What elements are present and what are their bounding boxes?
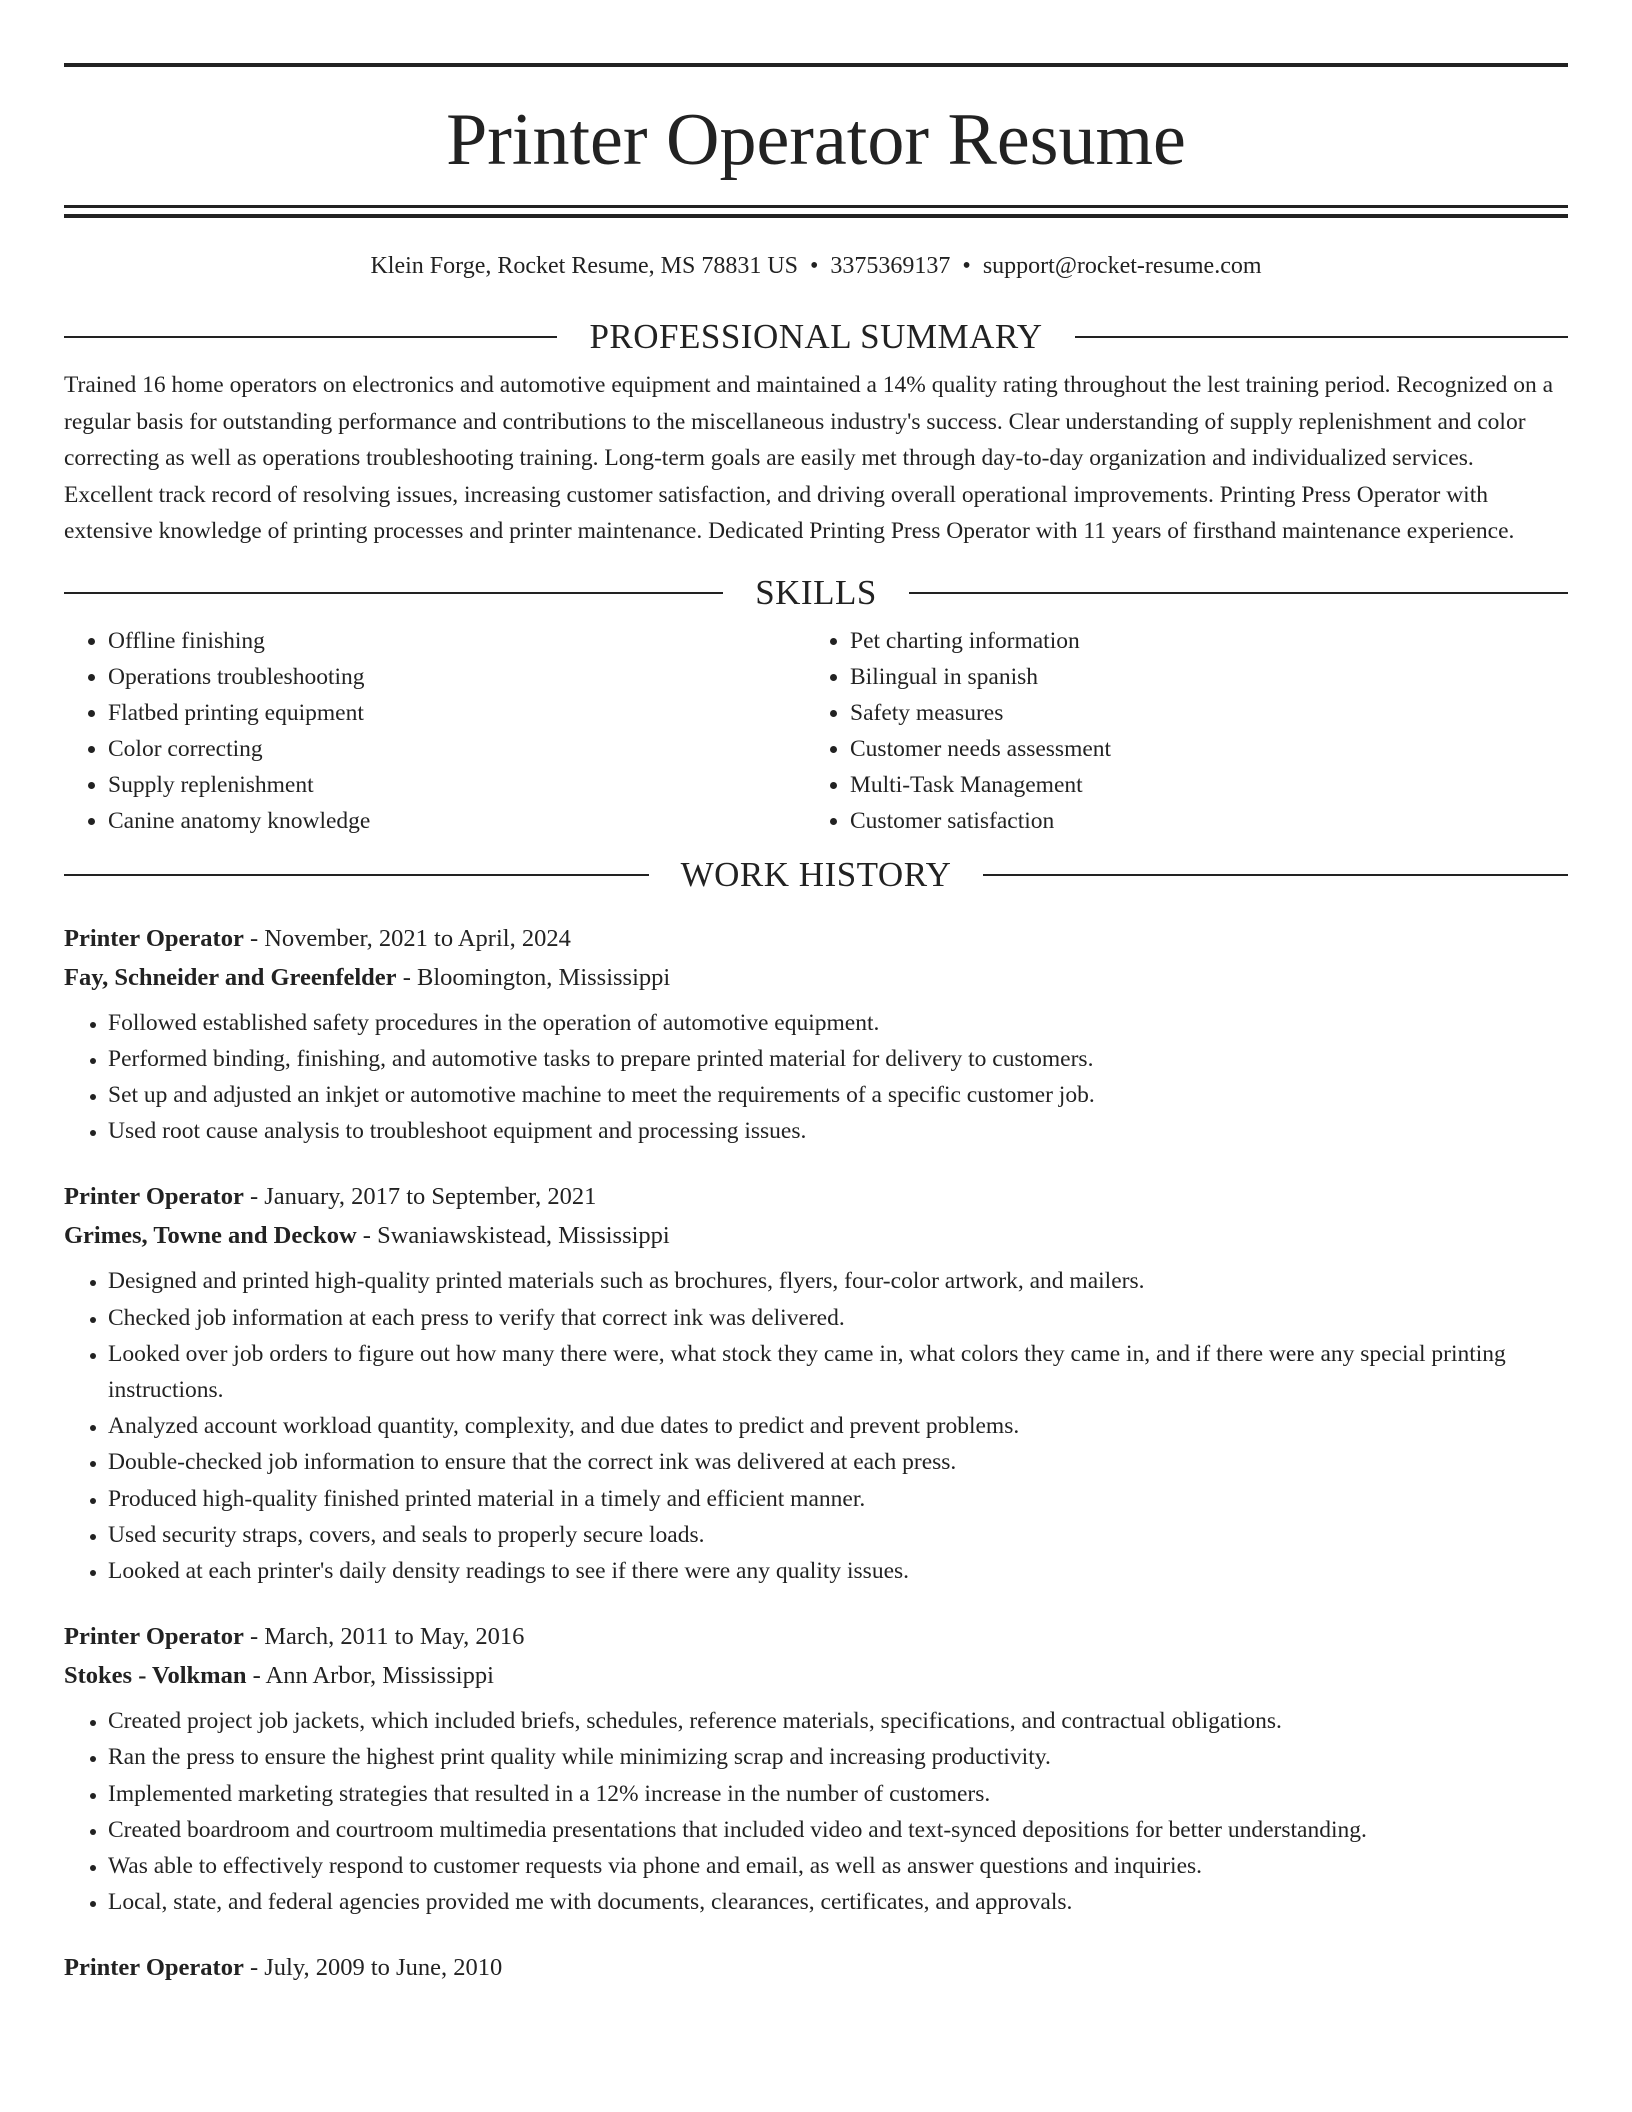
job-bullet: • Designed and printed high-quality printed materials such as brochures, flyers, four-color artwork, and mailers.: [108, 1263, 1568, 1299]
job-title: Printer Operator: [64, 1183, 244, 1211]
job-title-line: [64, 1177, 1568, 1216]
work-history-list: [64, 919, 1568, 1988]
skill-item: • Operations troubleshooting: [108, 659, 806, 695]
job-bullet: • Set up and adjusted an inkjet or automotive machine to meet the requirements of a specific customer job.: [108, 1077, 1568, 1113]
job-title-line: [64, 1948, 1568, 1987]
contact-separator: •: [810, 253, 819, 279]
skill-item: • Offline finishing: [108, 623, 806, 659]
skill-item: • Safety measures: [850, 695, 1550, 731]
skill-item: • Supply replenishment: [108, 767, 806, 803]
job-company: Grimes, Towne and Deckow: [64, 1222, 357, 1250]
job-entry: [64, 1177, 1568, 1589]
job-location: - Ann Arbor, Mississippi: [246, 1662, 494, 1690]
resume-page: [64, 0, 1568, 1987]
job-title-line: [64, 919, 1568, 958]
contact-email: support@rocket-resume.com: [982, 253, 1262, 279]
skill-item: • Bilingual in spanish: [850, 659, 1550, 695]
skills-column-left: [64, 623, 806, 839]
heading-rule: [1075, 336, 1568, 338]
job-bullet: • Performed binding, finishing, and automotive tasks to prepare printed material for delivery to customers.: [108, 1041, 1568, 1077]
work-heading: [64, 855, 1568, 895]
contact-phone: 3375369137: [830, 253, 951, 279]
job-title: Printer Operator: [64, 1623, 244, 1651]
job-company: Fay, Schneider and Greenfelder: [64, 963, 397, 991]
skills-heading-label: SKILLS: [755, 572, 877, 612]
summary-heading-label: PROFESSIONAL SUMMARY: [589, 317, 1043, 356]
skills-list: [64, 623, 1568, 839]
job-location: - Swaniawskistead, Mississippi: [356, 1222, 670, 1250]
skill-item: • Pet charting information: [850, 623, 1550, 659]
heading-rule: [64, 874, 649, 876]
summary-text: Trained 16 home operators on electronics and automotive equipment and maintained a 14% quality rating throughout the lest training period. Recognized on a regular basis for outstanding performance and contributions to the miscellaneous industry's success. Clear understanding of supply replenishment and color correcting as well as operations troubleshooting training. Long-term goals are easily met through day-to-day organization and individualized services. Excellent track record of resolving issues, increasing customer satisfaction, and driving overall operational improvements. Printing Press Operator with extensive knowledge of printing processes and printer maintenance. Dedicated Printing Press Operator with 11 years of firsthand maintenance experience.: [64, 372, 1554, 544]
job-entry: [64, 1948, 1568, 1987]
heading-rule: [909, 592, 1568, 594]
job-company: Stokes - Volkman: [64, 1662, 247, 1690]
skills-heading: [64, 573, 1568, 613]
job-bullet: • Followed established safety procedures in the operation of automotive equipment.: [108, 1005, 1568, 1041]
skill-item: • Canine anatomy knowledge: [108, 803, 806, 839]
heading-rule: [983, 874, 1568, 876]
job-company-line: [64, 1216, 1568, 1255]
job-dates: - January, 2017 to September, 2021: [243, 1183, 597, 1211]
job-bullet: • Produced high-quality finished printed material in a timely and efficient manner.: [108, 1481, 1568, 1517]
job-bullets: [64, 1263, 1568, 1589]
job-bullet: • Created project job jackets, which included briefs, schedules, reference materials, specifications, and contractual obligations.: [108, 1703, 1568, 1739]
job-bullet: • Checked job information at each press to verify that correct ink was delivered.: [108, 1300, 1568, 1336]
job-company-line: [64, 1656, 1568, 1695]
skill-item: • Flatbed printing equipment: [108, 695, 806, 731]
skill-item: • Multi-Task Management: [850, 767, 1550, 803]
job-bullet: • Analyzed account workload quantity, complexity, and due dates to predict and prevent problems.: [108, 1408, 1568, 1444]
contact-address: Klein Forge, Rocket Resume, MS 78831 US: [370, 253, 799, 279]
job-bullets: [64, 1005, 1568, 1150]
job-bullet: • Local, state, and federal agencies provided me with documents, clearances, certificates, and approvals.: [108, 1884, 1568, 1920]
job-title: Printer Operator: [64, 924, 244, 952]
job-dates: - July, 2009 to June, 2010: [243, 1954, 503, 1982]
skill-item: • Customer satisfaction: [850, 803, 1550, 839]
job-bullet: • Implemented marketing strategies that resulted in a 12% increase in the number of customers.: [108, 1776, 1568, 1812]
job-company-line: [64, 958, 1568, 997]
skills-column-right: [806, 623, 1550, 839]
skill-item: • Customer needs assessment: [850, 731, 1550, 767]
work-heading-label: WORK HISTORY: [680, 854, 952, 894]
contact-line: [64, 251, 1568, 281]
skill-item: • Color correcting: [108, 731, 806, 767]
job-title-line: [64, 1617, 1568, 1656]
job-bullet: • Double-checked job information to ensure that the correct ink was delivered at each press.: [108, 1444, 1568, 1480]
heading-rule: [64, 592, 723, 594]
job-entry: [64, 1617, 1568, 1920]
title-double-rule: [64, 205, 1568, 218]
top-rule: [64, 63, 1568, 67]
job-dates: - March, 2011 to May, 2016: [243, 1623, 525, 1651]
job-entry: [64, 919, 1568, 1150]
job-dates: - November, 2021 to April, 2024: [243, 924, 571, 952]
job-bullet: • Ran the press to ensure the highest print quality while minimizing scrap and increasing productivity.: [108, 1739, 1568, 1775]
job-bullets: [64, 1703, 1568, 1920]
contact-separator: •: [962, 253, 971, 279]
job-bullet: • Looked at each printer's daily density readings to see if there were any quality issues.: [108, 1553, 1568, 1589]
job-bullet: • Looked over job orders to figure out how many there were, what stock they came in, what colors they came in, and if there were any special printing instructions.: [108, 1336, 1568, 1408]
job-bullet: • Was able to effectively respond to customer requests via phone and email, as well as answer questions and inquiries.: [108, 1848, 1568, 1884]
job-location: - Bloomington, Mississippi: [396, 963, 671, 991]
job-bullet: • Used root cause analysis to troubleshoot equipment and processing issues.: [108, 1113, 1568, 1149]
job-title: Printer Operator: [64, 1954, 244, 1982]
job-bullet: • Created boardroom and courtroom multimedia presentations that included video and text-synced depositions for better understanding.: [108, 1812, 1568, 1848]
page-title: Printer Operator Resume: [446, 99, 1186, 181]
summary-heading: [64, 317, 1568, 357]
job-bullet: • Used security straps, covers, and seals to properly secure loads.: [108, 1517, 1568, 1553]
heading-rule: [64, 336, 557, 338]
